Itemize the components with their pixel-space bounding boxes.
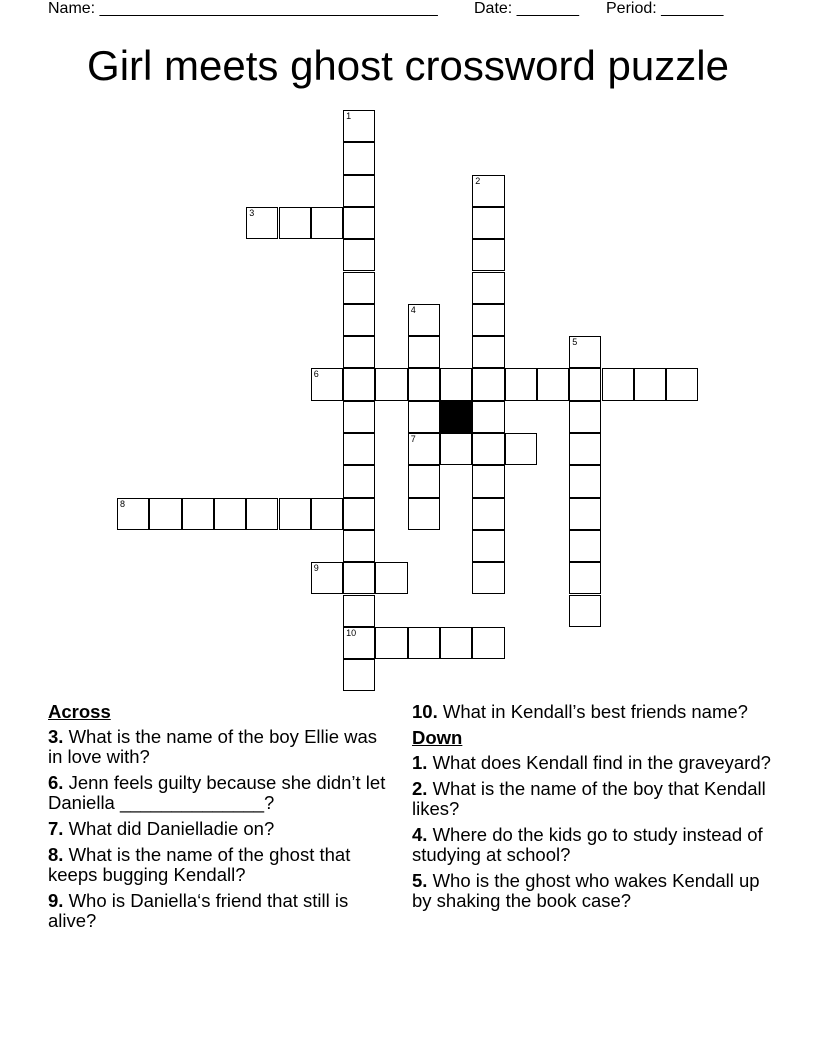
grid-cell[interactable] (343, 627, 375, 659)
grid-cell[interactable] (311, 562, 343, 594)
grid-cell[interactable] (569, 562, 601, 594)
grid-cell[interactable] (343, 530, 375, 562)
clue-down-1: 1. What does Kendall find in the graveyard? (412, 752, 771, 773)
clue-down-2: 2. What is the name of the boy that Kendall likes? (412, 778, 766, 819)
grid-cell[interactable] (149, 498, 181, 530)
grid-cell[interactable] (343, 175, 375, 207)
grid-cell[interactable] (375, 562, 407, 594)
grid-cell[interactable] (311, 368, 343, 400)
clue-down-4: 4. Where do the kids go to study instead of studying at school? (412, 824, 763, 865)
grid-cell[interactable] (472, 336, 504, 368)
down-heading: Down (412, 727, 463, 748)
grid-cell[interactable] (408, 401, 440, 433)
grid-cell[interactable] (408, 498, 440, 530)
grid-cell[interactable] (472, 498, 504, 530)
grid-cell[interactable] (408, 627, 440, 659)
grid-cell[interactable] (537, 368, 569, 400)
grid-cell[interactable] (343, 401, 375, 433)
grid-cell[interactable] (472, 175, 504, 207)
grid-cell[interactable] (343, 368, 375, 400)
grid-cell[interactable] (602, 368, 634, 400)
clue-across-10: 10. What in Kendall’s best friends name? (412, 701, 748, 722)
grid-cell[interactable] (569, 595, 601, 627)
grid-cell[interactable] (505, 368, 537, 400)
clue-down-5: 5. Who is the ghost who wakes Kendall up by shaking the book case? (412, 870, 760, 911)
grid-cell[interactable] (343, 498, 375, 530)
grid-cell[interactable] (569, 336, 601, 368)
grid-cell[interactable] (343, 272, 375, 304)
clues-right-column (412, 702, 772, 917)
grid-cell[interactable] (472, 530, 504, 562)
period-field: Period: _______ (606, 0, 724, 17)
grid-cell[interactable] (311, 498, 343, 530)
grid-cell[interactable] (343, 207, 375, 239)
grid-cell[interactable] (569, 530, 601, 562)
grid-cell[interactable] (343, 336, 375, 368)
grid-cell[interactable] (472, 465, 504, 497)
grid-cell[interactable] (343, 110, 375, 142)
grid-cell[interactable] (117, 498, 149, 530)
grid-cell[interactable] (246, 207, 278, 239)
grid-cell[interactable] (408, 304, 440, 336)
clue-across-9: 9. Who is Daniella‘s friend that still is alive? (48, 890, 349, 931)
clue-across-3: 3. What is the name of the boy Ellie was in love with? (48, 726, 378, 767)
grid-cell[interactable] (375, 368, 407, 400)
clue-number: 4 (410, 304, 416, 315)
clue-number: 5 (572, 337, 578, 348)
grid-cell[interactable] (343, 433, 375, 465)
grid-cell[interactable] (375, 627, 407, 659)
grid-cell[interactable] (569, 498, 601, 530)
clue-number: 10 (346, 627, 357, 638)
grid-cell[interactable] (505, 433, 537, 465)
grid-cell[interactable] (569, 433, 601, 465)
clue-number: 8 (120, 498, 126, 509)
grid-cell[interactable] (440, 433, 472, 465)
grid-cell[interactable] (343, 659, 375, 691)
grid-cell[interactable] (343, 465, 375, 497)
grid-cell[interactable] (246, 498, 278, 530)
clue-number: 7 (410, 434, 416, 444)
grid-cell[interactable] (343, 304, 375, 336)
clues-left-column (48, 702, 388, 937)
grid-cell-blocked (440, 401, 472, 433)
grid-cell[interactable] (472, 207, 504, 239)
grid-cell[interactable] (472, 272, 504, 304)
grid-cell[interactable] (472, 304, 504, 336)
grid-cell[interactable] (343, 142, 375, 174)
grid-cell[interactable] (472, 401, 504, 433)
grid-cell[interactable] (666, 368, 698, 400)
grid-cell[interactable] (569, 465, 601, 497)
grid-cell[interactable] (408, 433, 440, 465)
grid-cell[interactable] (343, 562, 375, 594)
grid-cell[interactable] (569, 401, 601, 433)
clue-number: 6 (313, 369, 319, 380)
grid-cell[interactable] (408, 465, 440, 497)
grid-cell[interactable] (279, 498, 311, 530)
grid-cell[interactable] (472, 433, 504, 465)
grid-cell[interactable] (472, 627, 504, 659)
clue-across-8: 8. What is the name of the ghost that keeps bugging Kendall? (48, 844, 351, 885)
grid-cell[interactable] (472, 562, 504, 594)
grid-cell[interactable] (182, 498, 214, 530)
grid-cell[interactable] (408, 368, 440, 400)
grid-cell[interactable] (440, 627, 472, 659)
page-title: Girl meets ghost crossword puzzle (87, 42, 729, 89)
grid-cell[interactable] (634, 368, 666, 400)
grid-cell[interactable] (408, 336, 440, 368)
grid-cell[interactable] (472, 368, 504, 400)
grid-cell[interactable] (343, 239, 375, 271)
grid-cell[interactable] (279, 207, 311, 239)
clue-number: 1 (346, 111, 352, 121)
grid-cell[interactable] (214, 498, 246, 530)
grid-cell[interactable] (440, 368, 472, 400)
grid-cell[interactable] (343, 595, 375, 627)
across-heading: Across (48, 701, 111, 722)
clue-number: 3 (249, 207, 255, 218)
clue-across-7: 7. What did Danielladie on? (48, 818, 275, 839)
grid-cell[interactable] (569, 368, 601, 400)
grid-cell[interactable] (311, 207, 343, 239)
grid-cell[interactable] (472, 239, 504, 271)
clue-number: 9 (313, 563, 319, 574)
name-field: Name: ______________________________________ (48, 0, 438, 17)
date-field: Date: _______ (474, 0, 579, 17)
clue-across-6: 6. Jenn feels guilty because she didn’t let Daniella ______________? (48, 772, 386, 813)
clue-number: 2 (475, 175, 481, 186)
